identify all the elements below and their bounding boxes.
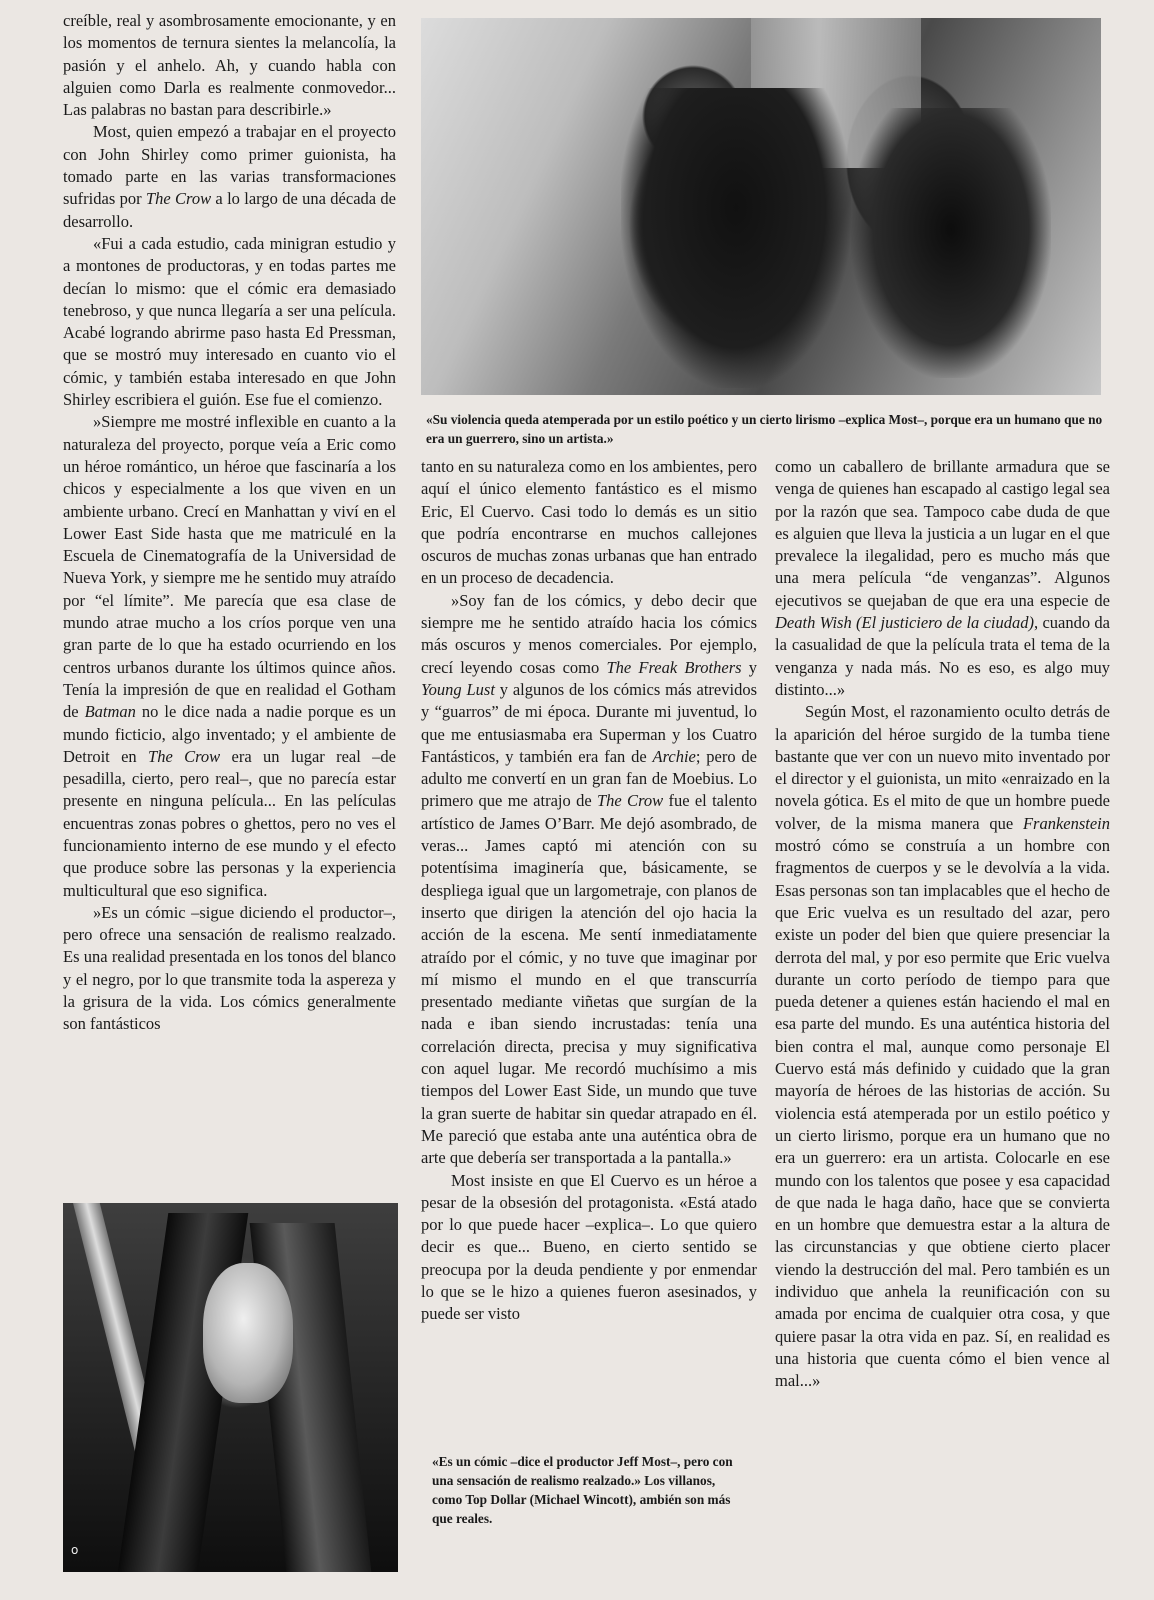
article-column-2 (421, 456, 757, 1326)
article-column-3 (775, 456, 1110, 1392)
paragraph: Most insiste en que El Cuervo es un héroe a pesar de la obsesión del protagonista. «Está atado por lo que puede hacer –explica–. Lo que quiero decir es que... Bueno, en cierto sentido se preocupa por la deuda pendiente y por enmendar lo que se le hizo a quienes fueron asesinados, y puede ser visto (421, 1170, 757, 1324)
article-column-1 (63, 10, 396, 1036)
photo-figure-opponent (851, 108, 1051, 378)
paragraph: tanto en su naturaleza como en los ambientes, pero aquí el único elemento fantástico es el mismo Eric, El Cuervo. Casi todo lo demás es un sitio que podría encontrarse en muchos callejones oscuros de muchas zonas urbanas que han entrado en un proceso de decadencia. (421, 457, 757, 588)
photo-fight-scene (421, 18, 1101, 395)
photo-figure-eric (621, 88, 851, 388)
paragraph: »Soy fan de los cómics, y debo decir que siempre me he sentido atraído hacia los cómics más oscuros y menos comerciales. Por ejemplo, crecí leyendo cosas como The Freak Brothers y Young Lust y algunos de los cómics más atrevidos y “guarros” de mi época. Durante mi juventud, lo que me entusiasmaba era Superman y los Cuatro Fantásticos, y también era fan de Archie; pero de adulto me convertí en un gran fan de Moebius. Lo primero que me atrajo de The Crow fue el talento artístico de James O’Barr. Me dejó asombrado, de veras... James captó mi atención con su potentísima imaginería que, básicamente, se despliega igual que un largometraje, con planos de inserto que dirigen la atención del ojo hacia la acción de la escena. Me sentí inmediatamente atraído por el cómic, y no tuve que imaginar por mí mismo el mundo en el que transcurría presentado mediante viñetas que surgían de la nada e iban siendo incrustadas: tenía una correlación directa, precisa y muy significativa con aquel lugar. Me recordó muchísimo a mis tiempos del Lower East Side, un mundo que tuve la gran suerte de habitar sin quedar atrapado en él. Me pareció que estaba ante una auténtica obra de arte que debería ser transportada a la pantalla.» (421, 590, 757, 1168)
paragraph: »Es un cómic –sigue diciendo el productor–, pero ofrece una sensación de realismo realzado. Es una realidad presentada en los tonos del blanco y el negro, por lo que transmite toda la aspereza y la grisura de la vida. Los cómics generalmente son fantásticos (63, 902, 396, 1034)
photo-corner-mark: o (71, 1543, 79, 1557)
paragraph: »Siempre me mostré inflexible en cuanto a la naturaleza del proyecto, porque veía a Eric como un héroe romántico, un héroe que fascinaría a los chicos y especialmente a los que viven en un ambiente urbano. Crecí en Manhattan y viví en el Lower East Side hasta que me matriculé en la Escuela de Cinematografía de la Universidad de Nueva York, y siempre me he sentido muy atraído por “el límite”. Me parecía que esa clase de mundo atrae mucho a los críos porque ven una gran parte de lo que ha estado ocurriendo en los centros urbanos durante los últimos quince años. Tenía la impresión de que en realidad el Gotham de Batman no le dice nada a nadie porque es un mundo ficticio, algo inventado; y el ambiente de Detroit en The Crow era un lugar real –de pesadilla, cierto, pero real–, que no parecía estar presente en ninguna película... En las películas encuentras zonas pobres o ghettos, pero no ves el funcionamiento interno de ese mundo y el efecto que produce sobre las personas y la experiencia multicultural que eso significa. (63, 412, 397, 900)
photo-face (203, 1263, 293, 1403)
paragraph: Most, quien empezó a trabajar en el proyecto con John Shirley como primer guionista, ha tomado parte en las varias transformaciones sufridas por The Crow a lo largo de una década de desarrollo. (63, 122, 397, 231)
photo-caption-top: «Su violencia queda atemperada por un estilo poético y un cierto lirismo –explica Most–, porque era un humano que no era un guerrero, sino un artista.» (426, 412, 1103, 446)
paragraph: «Fui a cada estudio, cada minigran estudio y a montones de productoras, y en todas partes me decían lo mismo: que el cómic era demasiado tenebroso, y que nunca llegaría a ser una película. Acabé logrando abrirme paso hasta Ed Pressman, que se mostró muy interesado en cuanto vio el cómic, y también estaba interesado en que John Shirley escribiera el guión. Ese fue el comienzo. (63, 233, 396, 410)
paragraph: Según Most, el razonamiento oculto detrás de la aparición del héroe surgido de la tumba tiene bastante que ver con un nuevo mito inventado por el director y el guionista, un mito «enraizado en la novela gótica. Es el mito de que un hombre puede volver, de la misma manera que Frankenstein mostró cómo se construía a un hombre con fragmentos de cuerpos y se le devolvía a la vida. Esas personas son tan implacables que el hecho de que Eric vuelva es un resultado del azar, pero existe un poder del bien que quiere presenciar la derrota del mal, y por eso permite que Eric vuelva durante un corto período de tiempo para que pueda detener a quienes están haciendo el mal en esa parte del mundo. Es una auténtica historia del bien contra el mal, aunque como personaje El Cuervo está más definido y cuidado que la gran mayoría de héroes de las historias de acción. Su violencia está atemperada por un estilo poético y un cierto lirismo, porque era un humano que no era un guerrero: era un artista. Colocarle en ese mundo con los talentos que posee y esa capacidad de que nada le haga daño, hace que se convierta en un hombre que demuestra estar a la altura de las circunstancias y que obtiene cierto placer viendo la destrucción del mal. Pero también es un individuo que anhela la reunificación con su amada por encima de cualquier otra cosa, y que quiere pasar la otra vida en paz. Sí, en realidad es una historia que cuenta cómo el bien vence al mal...» (775, 702, 1110, 1391)
photo-caption-bottom: «Es un cómic –dice el productor Jeff Most–, pero con una sensación de realismo realzado.» Los villanos, como Top Dollar (Michael Wincott), ambién son más que reales. (432, 1454, 733, 1526)
photo-portrait-long-hair (63, 1203, 398, 1572)
paragraph: creíble, real y asombrosamente emocionante, y en los momentos de ternura sientes la melancolía, la pasión y el anhelo. Ah, y cuando habla con alguien como Darla es realmente conmovedor... Las palabras no bastan para describirle.» (63, 11, 396, 120)
paragraph: como un caballero de brillante armadura que se venga de quienes han escapado al castigo legal sea por la razón que sea. Tampoco cabe duda de que es alguien que lleva la justicia a un lugar en el que prevalece la ilegalidad, pero es mucho más que una mera película “de venganzas”. Algunos ejecutivos se quejaban de que era una especie de Death Wish (El justiciero de la ciudad), cuando da la casualidad de que la película trata el tema de la venganza y nada más. No es eso, es algo muy distinto...» (775, 457, 1110, 699)
